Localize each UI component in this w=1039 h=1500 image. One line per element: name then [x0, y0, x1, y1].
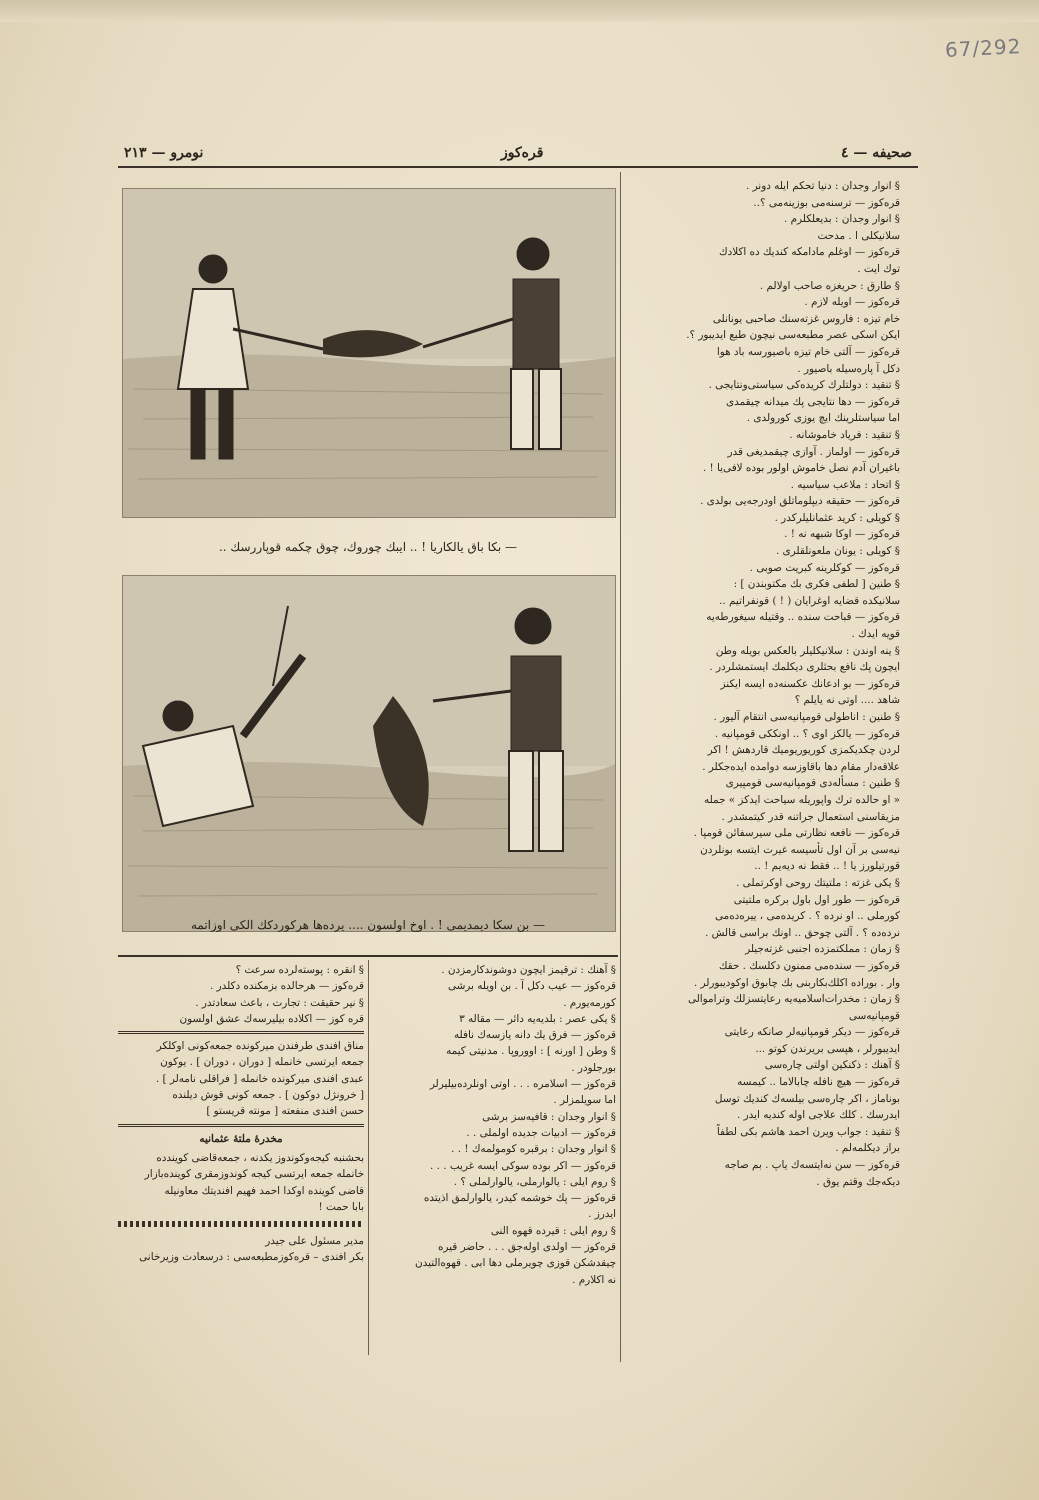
illustration-top [122, 188, 616, 518]
text-line: § روم ايلى : يالوارملى، يالوارلملى ؟ . [453, 1175, 616, 1188]
text-line: قره‌كوز — آلتى خام تيزه باصيورسه باد هوا [716, 345, 900, 358]
text-line: § وطن [ اورنه ] : اووروپا . مدنيتى كيمه [446, 1045, 616, 1058]
text-line: خانمله جمعه ايرتسى كيجه كوندوزمقرى كوينده‌بازار [144, 1168, 364, 1181]
text-line: § انقره : پوسته‌لرده سرعت ؟ [235, 964, 364, 976]
imprint-footer [118, 1233, 364, 1266]
text-line: § تنقيد : جواب ويرن احمد هاشم بكى لطفاً [716, 1125, 900, 1138]
illustration-bottom-caption: — بن سكا ديمديمى ! . اوخ اولسون .... يرده‌ها هركوردكك الكى اوزاتمه [190, 918, 546, 932]
text-line: قره كوز — اكلاده بيليرسه‌ك عشق اولسون [179, 1012, 364, 1025]
text-line: قره‌كوز — بو ادعانك عكسنه‌ده ايسه ايكنز [720, 677, 900, 690]
text-line: لردن چكديكمزى كوريوريوميك قاردهش ! اكر [707, 744, 900, 757]
torn-top-edge [0, 0, 1039, 22]
text-line: ايكن اسكى عصر مطبعه‌سى نيچون طبع ايديبور ؟. [686, 329, 900, 342]
text-line: شاهد .... اوتى نه يايلم ؟ [794, 694, 900, 707]
text-line: § طنين : اناطولى قومپانيه‌سى انتقام آليور . [713, 711, 900, 723]
text-line: قره‌كوز — اوكا شبهه نه ! . [784, 528, 900, 541]
right-column-text [628, 178, 900, 1368]
text-line: وار . بوراده اكلك‌بكاربنى بك چابوق اوكوديبورلر . [693, 976, 900, 989]
text-line: براز ديكلمه‌لم . [835, 1142, 900, 1155]
text-line: عبدى افندى ميركونده خانمله [ فراقلى نامه‌لر ] . [155, 1072, 364, 1085]
illustration-top-caption: — بكا باق يالكاريا ! .. ايبك چوروك، چوق چكمه قوپاررسك .. [218, 540, 518, 554]
middle-column-text [372, 962, 616, 1362]
text-line: قره‌كوز — طور اول باول بركره ملتيتى [733, 893, 900, 906]
text-line: قره‌كوز — سنده‌مى ممنون دكلسك . حقك [718, 959, 900, 972]
bottom-section-rule [118, 955, 618, 957]
text-line: قره‌كوز — يالكز اوى ؟ .. اونككى قومپانيه . [714, 727, 900, 740]
text-line: ايديبورلر ، هپسى بريرندن كوتو ... [755, 1042, 900, 1055]
text-line: قره‌كوز — دها نتايجى پك ميدانه چيقمدى [726, 395, 900, 408]
text-line: قره‌كوز — ادبيات جديده اولملى . . [466, 1126, 616, 1139]
text-line: § زمان : مملكتمزده اجنبى غزته‌جيلر [745, 943, 900, 956]
text-line: قره‌كوز — اسلامره . . . اوتى اونلرده‌بيليرلر [429, 1078, 616, 1091]
text-line: قره‌كوز — ديكر قومپانيه‌لر صانكه رعايتى [724, 1026, 900, 1039]
text-line: توك ايت . [857, 262, 900, 275]
text-line: § تنقيد : فرياد خاموشانه . [789, 428, 900, 441]
text-line: بابا حمت ! [318, 1200, 364, 1213]
text-line: § انوار وجدان : بديعلكلرم . [783, 213, 900, 226]
text-line: نرده‌ده ؟ . آلتى چوحق .. اونك براسى قالش . [705, 926, 900, 939]
text-line: ايچون پك نافع بحثلرى ديكلمك ايستمشلردر . [709, 661, 900, 674]
text-line: ديكه‌جك وقتم يوق . [816, 1175, 900, 1188]
rule [118, 1124, 364, 1127]
text-line: § كويلى : كريد عثمانليلركدر . [774, 511, 900, 524]
text-line: قره‌كوز — اولماز . آوازى چيقمديغى قدر [727, 445, 900, 458]
text-line: قره‌كوز — قباحت سنده .. وقتيله سيغورطه‌يه [706, 611, 900, 624]
text-line: § نير حقيقت : تجارت ، باعث سعادتدر . [195, 996, 364, 1009]
text-line: قره‌كوز — كوكلرينه كبريت صوبى . [749, 561, 900, 574]
text-line: سلانيكده قضايه اوغرايان ( ! ) قونفراتيم .. [719, 594, 900, 607]
text-line: بحشنبه كيجه‌وكوندوز يكدنه ، جمعه‌قاضى كويندده [156, 1151, 364, 1164]
illustration-bottom [122, 575, 616, 932]
text-line: § تنقيد : دولتلرك كريده‌كى سياستى‌ونتايجى . [708, 379, 900, 392]
page-label: صحيفه — ٤ [840, 145, 912, 161]
text-line: كورمه‌يورم . [563, 996, 616, 1009]
text-line: § طارق : حريغزه صاحب اولالم . [759, 279, 900, 292]
issue-label: نومرو — ٢١٣ [124, 145, 204, 161]
text-line: بكر افندى – قره‌كوزمطبعه‌سى : درسعادت وزيرخانى [139, 1251, 364, 1264]
text-line: حسن افندى منفعته [ مونته قريستو ] [206, 1105, 364, 1118]
text-line: خام تيزه : فاروس غزته‌سنك صاحبى يونانلى [712, 312, 900, 325]
text-line: § يكى عصر : بلديه‌يه دائر — مقاله ٣ [459, 1012, 616, 1025]
theatre-announcement [118, 1038, 364, 1119]
text-line: سلانيكلى ا . مدحت [817, 229, 900, 242]
text-line: § روم ايلى : قيرده قهوه النى [490, 1224, 616, 1237]
text-line: چيقدشكن قوزى چويرملى دها ابى . قهوه‌التيدن [415, 1257, 616, 1270]
text-line: بورجلودر . [571, 1061, 616, 1074]
text-line: قره‌كوز — پك خوشمه كيدر، يالوارلمق اذيتده [423, 1192, 616, 1205]
left-column [118, 962, 364, 1342]
text-line: قويه ايدك . [851, 628, 900, 641]
text-line: § ينه اوندن : سلانيكليلر بالعكس بويله وطن [715, 644, 900, 657]
text-line: مناق افندى طرفندن ميركونده جمعه‌كونى اوكلكر [156, 1040, 364, 1053]
text-line: كورملى .. او نرده ؟ . كريده‌مى ، ييره‌ده‌مى [715, 910, 900, 923]
text-line: بوناماز ، اكر چاره‌سى بيلسه‌ك كنديك توسل [714, 1092, 900, 1105]
left-column-items [118, 962, 364, 1027]
illustration-bottom-drawing [123, 576, 615, 931]
text-line: قاضى كوينده اوكدا احمد فهيم افنديتك معاونيله [164, 1184, 364, 1197]
text-line: قره‌كوز — اولدى اوله‌جق . . . حاضر قيره [437, 1241, 616, 1254]
bottom-column-divider [368, 960, 369, 1355]
masthead [118, 140, 918, 168]
text-line: نيه‌سى بر آن اول تأسيسه غيرت ايتسه بونلردن [700, 843, 900, 856]
text-line: § اتحاد : ملاعب سياسيه . [790, 478, 900, 491]
text-line: [ خرونژل دوكون ] . جمعه كونى قوش ديلنده [172, 1089, 364, 1102]
illustration-top-drawing [123, 189, 615, 517]
text-line: قره‌كوز — اكر بوده سوكى ايسه غريب . . . [430, 1159, 616, 1172]
text-line: § كويلى : يونان ملعونلقلرى . [775, 545, 900, 558]
text-line: § انوار وجدان : دنيا تحكم ايله دونر . [745, 180, 900, 192]
text-line: § زمان : مخدرات‌اسلاميه‌يه رعايتسزلك وتراموالى [687, 993, 900, 1006]
text-line: قره‌كوز — عيب دكل آ . بن اويله برشى [447, 980, 616, 993]
text-line: باغيران آدم نصل خاموش اولور بوده لافى‌يا ! . [702, 462, 900, 475]
archive-number: 67/292 [944, 34, 1022, 62]
text-line: قره‌كوز — حقيقه ديپلوماتلق اودرجه‌يى بولدى . [700, 495, 900, 508]
text-line: جمعه ايرتسى خانمله [ دوران ، دوران ] . يوكون [160, 1056, 364, 1069]
text-line: دكل آ پاره‌سيله باصيور . [797, 362, 900, 375]
text-line: قورتيلورز يا ! .. فقط نه ديه‌يم ! .. [754, 860, 900, 873]
text-line: علاقه‌دار مقام دها باقاوزسه دوامده ايده‌جكلر . [702, 760, 900, 773]
text-line: § آهنك : ترقيمز ايچون دوشوندكارمزدن . [441, 964, 616, 976]
ornamental-divider [118, 1221, 364, 1227]
section-title: مخدرهٔ ملتهٔ عثمانيه [199, 1132, 283, 1145]
section-body [118, 1150, 364, 1215]
text-line: قره‌كوز — هيچ نافله چابالاما .. كيمسه [737, 1076, 900, 1089]
text-line: قره‌كوز — اوغلم مادامكه كنديك ده اكلادك [719, 246, 900, 259]
text-line: قره‌كوز — سن نه‌ايتسه‌ك ياپ . بم صاجه [724, 1159, 900, 1172]
text-line: § انوار وجدان : قافيه‌سز برشى [482, 1110, 616, 1123]
text-line: § آهنك : ذكنكين اولتى چاره‌سى [764, 1059, 900, 1072]
text-line: قره‌كوز — نافعه نظارتى ملى سيرسفائن قومپا . [693, 827, 900, 840]
text-line: § طنين [ لطفى فكرى بك مكتوبندن ] : [733, 578, 900, 591]
text-line: § طنين : مسأله‌دى قومپانيه‌سى قومپيرى [725, 777, 900, 790]
column-divider [620, 172, 621, 1362]
text-line: نه اكلارم . [572, 1273, 616, 1286]
text-line: ايدرسك . كلك علاجى اوله كنديه ايدر . [737, 1109, 900, 1122]
text-line: ايدرز . [588, 1208, 616, 1221]
text-line: مزيقاسنى استعمال جراتنه قدر كيتمشدر . [721, 810, 900, 823]
text-line: قومپانيه‌سى [848, 1009, 900, 1022]
text-line: اما سويلمزلر . [553, 1094, 616, 1107]
newspaper-title: قره‌كوز [501, 145, 544, 161]
text-line: اما سياستلرينك ايچ يوزى كورولدى . [746, 412, 900, 425]
text-line: قره‌كوز — هرحالده بزمكنده دكلدر . [210, 980, 364, 993]
rule [118, 1031, 364, 1034]
text-line: قره‌كوز — اويله لازم . [804, 296, 900, 309]
text-line: § انوار وجدان : برقبره كومولمه‌ك ! . . [451, 1143, 616, 1156]
text-line: مدير مسئول على جيدر [265, 1235, 364, 1248]
text-line: § يكى غزته : ملتيتك روحى اوكرتملى . [736, 876, 900, 889]
text-line: قره‌كوز — ترسنه‌مى بوزينه‌مى ؟.. [753, 196, 900, 209]
text-line: قره‌كوز — فرق يك دانه يازسه‌ك نافله [453, 1029, 616, 1042]
text-line: « او حالده ترك واپوريله سياحت ايدكز » جمله‌ [704, 793, 900, 806]
